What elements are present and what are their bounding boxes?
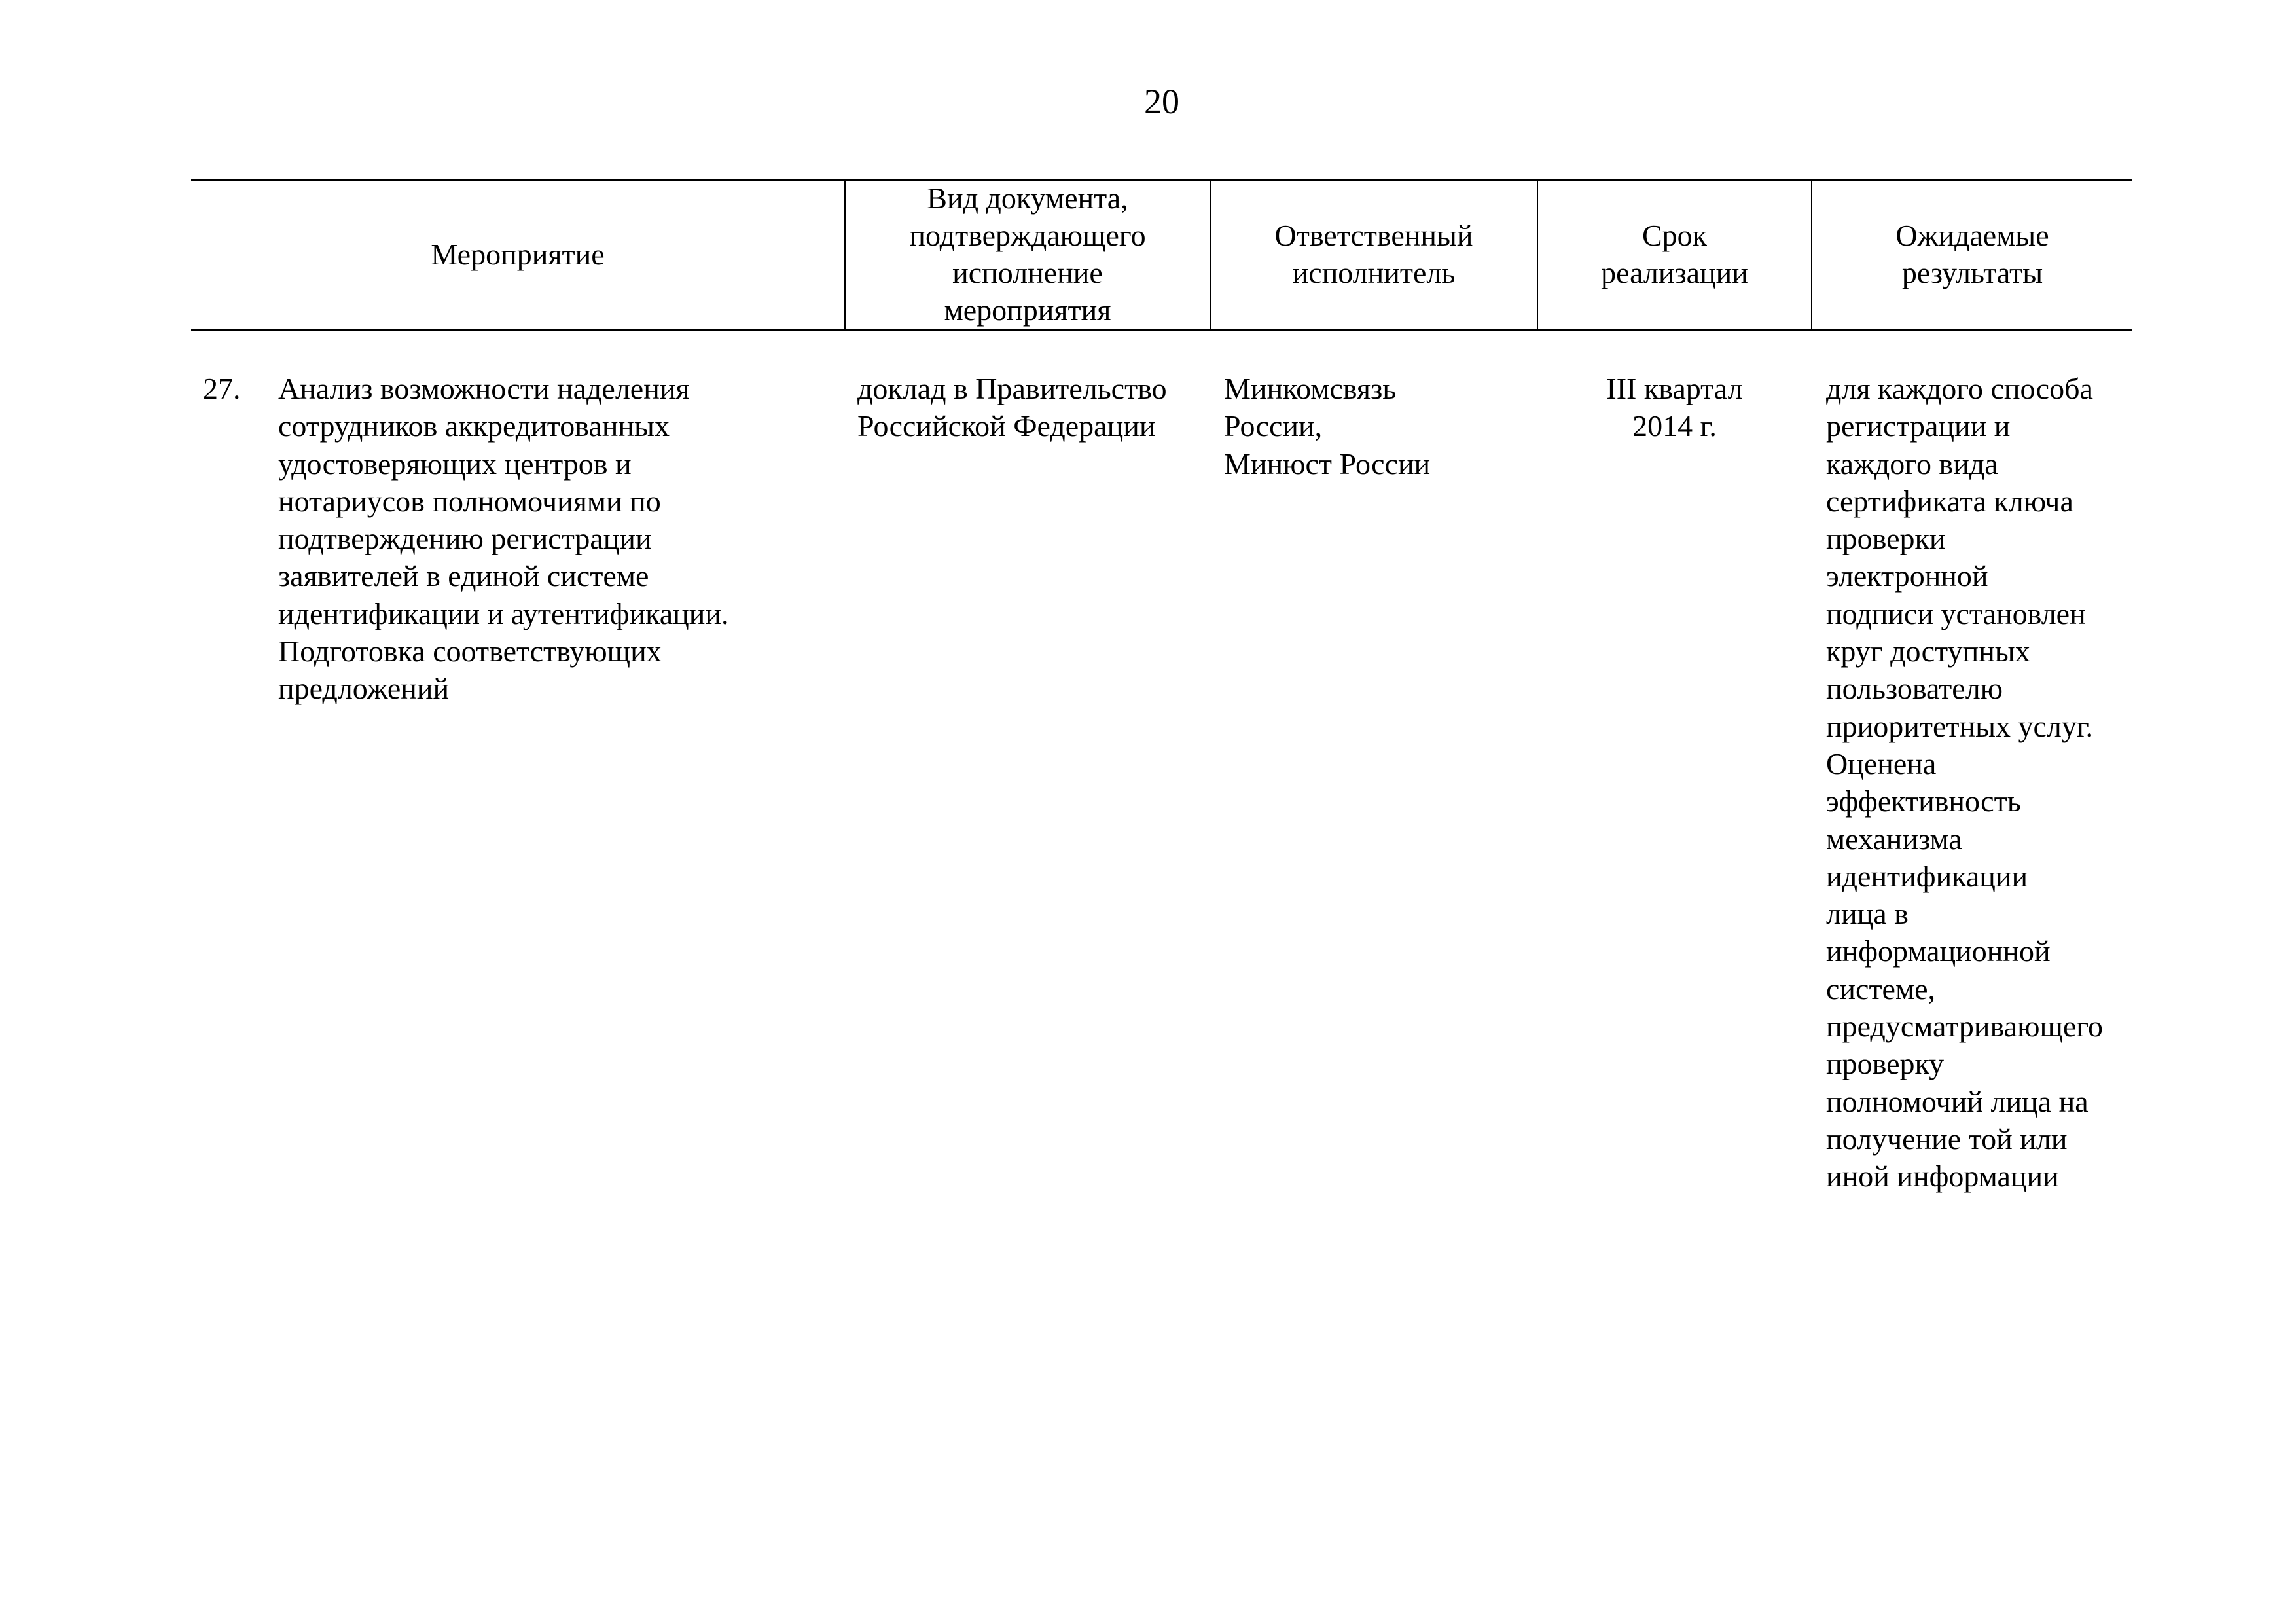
text-line: эффективность [1826, 784, 2021, 818]
cell-document-type [857, 370, 1167, 445]
header-line: Срок [1641, 219, 1708, 252]
text-line: заявителей в единой системе [278, 559, 649, 593]
cell-deadline [1538, 370, 1811, 445]
text-line: Подготовка соответствующих [278, 634, 662, 668]
text-line: подтверждению регистрации [278, 522, 652, 556]
text-line: 2014 г. [1632, 409, 1717, 443]
text-line: иной информации [1826, 1159, 2059, 1194]
text-line: проверку [1826, 1047, 1945, 1081]
text-line: доклад в Правительство [857, 372, 1167, 405]
page-number: 20 [1144, 82, 1179, 121]
text-line: Российской Федерации [857, 409, 1156, 443]
text-line: каждого вида [1826, 447, 1998, 481]
text-line: Оценена [1826, 746, 1937, 780]
text-line: идентификации [1826, 859, 2028, 893]
text-line: сертификата ключа [1826, 484, 2073, 518]
header-responsible [1211, 179, 1537, 329]
text-line: механизма [1826, 822, 1962, 856]
table-header-bottom-rule [191, 329, 2132, 331]
cell-event [278, 370, 729, 708]
row-number: 27. [203, 372, 241, 405]
text-line: идентификации и аутентификации. [278, 596, 729, 630]
text-line: электронной [1826, 559, 1988, 593]
text-line: проверки [1826, 522, 1946, 556]
text-line: удостоверяющих центров и [278, 447, 632, 481]
header-line: подтверждающего [909, 219, 1146, 252]
text-line: приоритетных услуг. [1826, 709, 2094, 743]
text-line: лица в [1826, 897, 1909, 931]
text-line: Минюст России [1224, 447, 1431, 481]
header-event [191, 179, 844, 329]
header-deadline [1538, 179, 1811, 329]
text-line: для каждого способа [1826, 372, 2093, 405]
header-line: реализации [1601, 256, 1748, 289]
text-line: получение той или [1826, 1122, 2068, 1156]
text-line: России, [1224, 409, 1323, 443]
text-line: предложений [278, 672, 450, 706]
text-line: Анализ возможности наделения [278, 372, 690, 405]
cell-responsible [1224, 370, 1430, 483]
text-line: нотариусов полномочиями по [278, 484, 661, 518]
text-line: подписи установлен [1826, 596, 2086, 630]
header-document-type [846, 179, 1210, 329]
header-line: Вид документа, [927, 181, 1128, 215]
text-line: полномочий лица на [1826, 1084, 2089, 1118]
header-expected-results [1812, 179, 2132, 329]
text-line: III квартал [1606, 372, 1743, 405]
text-line: сотрудников аккредитованных [278, 409, 670, 443]
text-line: круг доступных [1826, 634, 2030, 668]
text-line: предусматривающего [1826, 1010, 2104, 1044]
header-line: мероприятия [944, 293, 1111, 327]
text-line: системе, [1826, 972, 1935, 1006]
text-line: пользователю [1826, 672, 2003, 706]
text-line: Минкомсвязь [1224, 372, 1397, 405]
header-line: результаты [1901, 256, 2043, 289]
cell-expected-results [1826, 370, 2103, 1195]
text-line: регистрации и [1826, 409, 2011, 443]
header-line: Мероприятие [431, 237, 605, 271]
header-line: Ожидаемые [1895, 219, 2049, 252]
header-line: исполнение [952, 256, 1103, 289]
header-line: исполнитель [1292, 256, 1456, 289]
header-line: Ответственный [1274, 219, 1473, 252]
text-line: информационной [1826, 934, 2051, 968]
